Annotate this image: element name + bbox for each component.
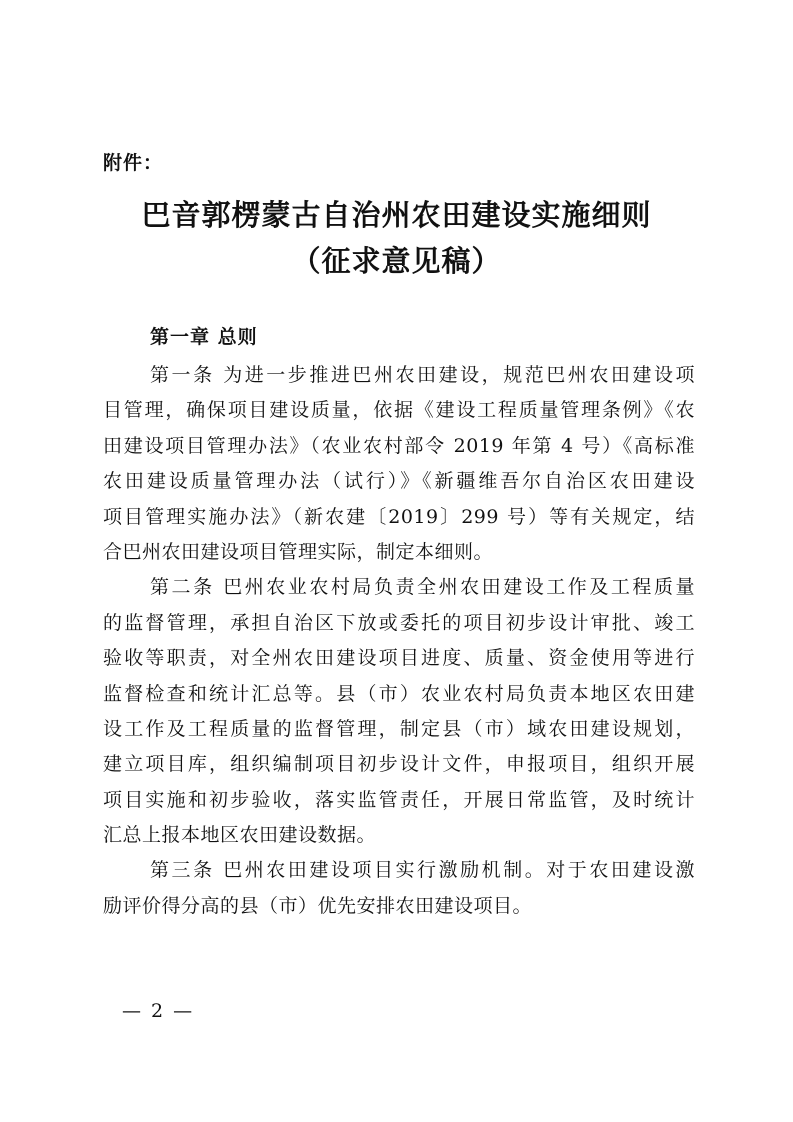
article-1-line: 合巴州农田建设项目管理实际，制定本细则。 (103, 540, 494, 563)
page-number: — 2 — (122, 1000, 195, 1022)
article-2-line: 的监督管理，承担自治区下放或委托的项目初步设计审批、竣工 (103, 611, 695, 634)
article-2-line: 验收等职责，对全州农田建设项目进度、质量、资金使用等进行 (103, 647, 695, 670)
article-2-line: 项目实施和初步验收，落实监管责任，开展日常监管，及时统计 (103, 788, 695, 811)
article-3-line: 第三条 巴州农田建设项目实行激励机制。对于农田建设激 (150, 859, 695, 882)
document-title: 巴音郭楞蒙古自治州农田建设实施细则 (141, 198, 652, 232)
article-1-line: 目管理，确保项目建设质量，依据《建设工程质量管理条例》《农 (103, 399, 695, 422)
article-1-line: 项目管理实施办法》（新农建〔2019〕299 号）等有关规定，结 (103, 505, 695, 528)
article-2-line: 汇总上报本地区农田建设数据。 (103, 824, 377, 847)
article-1-line: 农田建设质量管理办法（试行）》《新疆维吾尔自治区农田建设 (103, 470, 695, 493)
article-2-line: 第二条 巴州农业农村局负责全州农田建设工作及工程质量 (150, 576, 695, 599)
article-2-line: 建立项目库，组织编制项目初步设计文件，申报项目，组织开展 (103, 753, 695, 776)
chapter-heading: 第一章 总则 (150, 326, 258, 348)
document-subtitle: （征求意见稿） (291, 244, 502, 278)
article-3-line: 励评价得分高的县（市）优先安排农田建设项目。 (103, 894, 533, 917)
attachment-label: 附件： (103, 152, 164, 174)
article-1-line: 田建设项目管理办法》（农业农村部令 2019 年第 4 号）《高标准 (103, 434, 695, 457)
article-2-line: 监督检查和统计汇总等。县（市）农业农村局负责本地区农田建 (103, 682, 695, 705)
article-1-line: 第一条 为进一步推进巴州农田建设，规范巴州农田建设项 (150, 364, 695, 386)
article-2-line: 设工作及工程质量的监督管理，制定县（市）域农田建设规划， (103, 717, 695, 740)
document-body (103, 358, 695, 924)
